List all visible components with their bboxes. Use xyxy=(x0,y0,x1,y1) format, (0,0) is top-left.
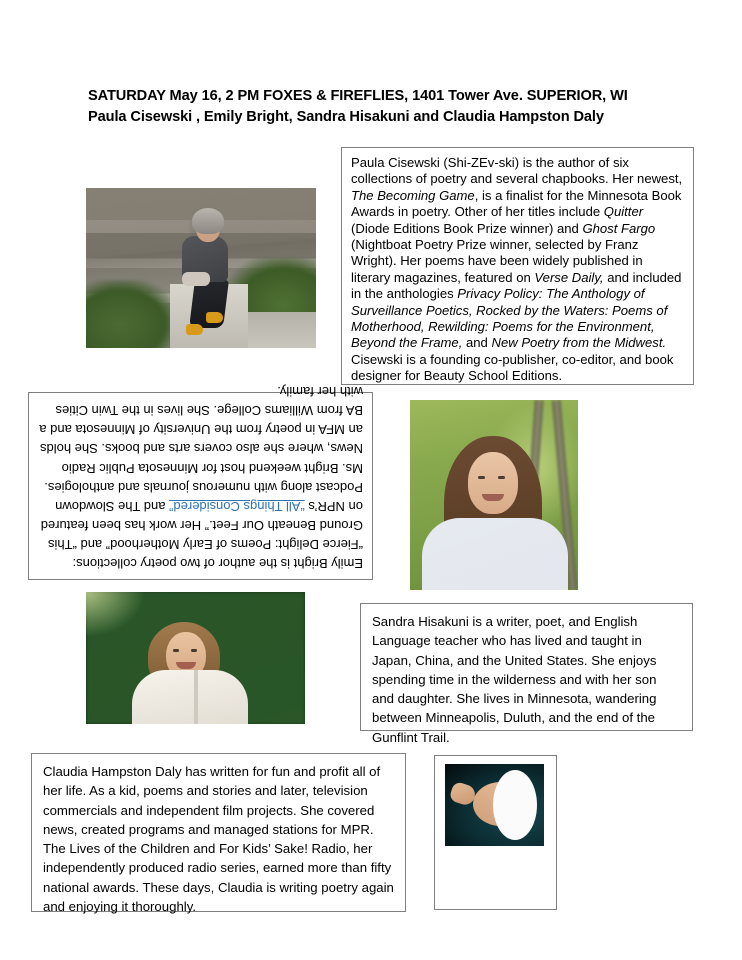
foliage-left xyxy=(86,280,178,348)
subject-shirt xyxy=(132,670,248,724)
bio-text-run: , is a finalist for the Minnesota Book Awards in poetry. Other of her titles include xyxy=(351,187,682,220)
bio-text-run: (Diode Editions Book Prize winner) and xyxy=(351,220,583,236)
emily-bright-bio-text-after-link: and The Slowdown Podcast along with numerous journals and anthologies. Ms. Bright weekend host for Minnesota Public Radio News, where she also covers arts and books. She holds an MFA in poetry from the University of Minnesota and a BA from Williams College. She lives in the Twin Cities with her family. xyxy=(39,384,363,514)
sandra-hisakuni-bio-text: Sandra Hisakuni is a writer, poet, and English Language teacher who has lived and taught in Japan, China, and the United States. She enjoys spending time in the wilderness and with her son and daughter. She lives in Minnesota, wandering between Minneapolis, Duluth, and the end of the Gunflint Trail. xyxy=(372,614,657,745)
subject-hair xyxy=(192,208,224,234)
emily-bright-photo xyxy=(410,400,578,590)
paula-cisewski-photo xyxy=(86,188,316,348)
emily-bright-bio-text-before-link: Emily Bright is the author of two poetry collections: “Fierce Delight: Poems of Early Motherhood” and “This Ground Beneath Our Feet.” Her work has been featured on NPR’s xyxy=(40,498,363,571)
bio-title-italic: Quitter xyxy=(603,204,644,220)
subject-hair xyxy=(493,770,537,840)
event-header-line-2: Paula Cisewski , Emily Bright, Sandra Hisakuni and Claudia Hampston Daly xyxy=(88,109,604,125)
bio-title-italic: The Becoming Game xyxy=(351,187,475,203)
bio-text-run: and included in the anthologies xyxy=(351,269,682,302)
bio-text-run: Cisewski is a founding co-publisher, co-editor, and book designer for Beauty School Editions. xyxy=(351,351,674,384)
claudia-hampston-daly-photo xyxy=(445,764,544,846)
bio-title-italic: New Poetry from the Midwest. xyxy=(491,335,667,351)
event-header-line-1: SATURDAY May 16, 2 PM FOXES & FIREFLIES, 1401 Tower Ave. SUPERIOR, WI xyxy=(88,88,628,104)
paula-cisewski-bio-box xyxy=(341,147,694,385)
subject-eye-right xyxy=(498,476,505,479)
subject-eye-left xyxy=(478,476,485,479)
sunlight-glow xyxy=(86,592,144,636)
paula-cisewski-bio-text xyxy=(351,155,682,383)
claudia-hampston-daly-photo-box xyxy=(434,755,557,910)
sandra-hisakuni-bio-box xyxy=(360,603,693,745)
subject-blouse xyxy=(422,518,568,590)
all-things-considered-link[interactable]: “All Things Considered” xyxy=(169,498,305,514)
bio-title-italic: Ghost Fargo xyxy=(582,220,656,236)
bio-text-run: Paula Cisewski (Shi-ZEv-ski) is the author of six collections of poetry and several chapbooks. Her newest, xyxy=(351,155,683,187)
event-header xyxy=(88,86,688,128)
bio-text-run: and xyxy=(462,335,492,351)
subject-smile xyxy=(482,494,504,501)
claudia-hampston-daly-bio-text: Claudia Hampston Daly has written for fun and profit all of her life. As a kid, poems and stories and later, television commercials and independent film projects. She covered news, created programs and managed stations for MPR. The Lives of the Children and For Kids’ Sake! Radio, her independently produced radio series, earned more than fifty national awards. These days, Claudia is writing poetry again and enjoying it thoroughly. xyxy=(43,764,394,915)
bio-title-italic: Privacy Policy: The Anthology of Surveillance Poetics, Rocked by the Waters: Poems of Motherhood, Rewilding: Poems for the Environment, Beyond the Frame, xyxy=(351,286,668,351)
subject-shoe-right xyxy=(206,312,223,323)
emily-bright-bio-box xyxy=(28,384,373,580)
claudia-hampston-daly-bio-box xyxy=(31,753,406,915)
shirt-placket xyxy=(194,670,198,724)
sandra-hisakuni-photo xyxy=(86,592,305,724)
subject-eye-right xyxy=(191,649,197,652)
subject-face xyxy=(468,452,518,514)
subject-eye-left xyxy=(173,649,179,652)
subject-shoe-left xyxy=(186,324,203,335)
bio-title-italic: Verse Daily, xyxy=(534,269,604,285)
subject-hands xyxy=(182,272,210,286)
bio-text-run: (Nightboat Poetry Prize winner, selected by Franz Wright). Her poems have been widely published in literary magazines, featured on xyxy=(351,237,643,285)
